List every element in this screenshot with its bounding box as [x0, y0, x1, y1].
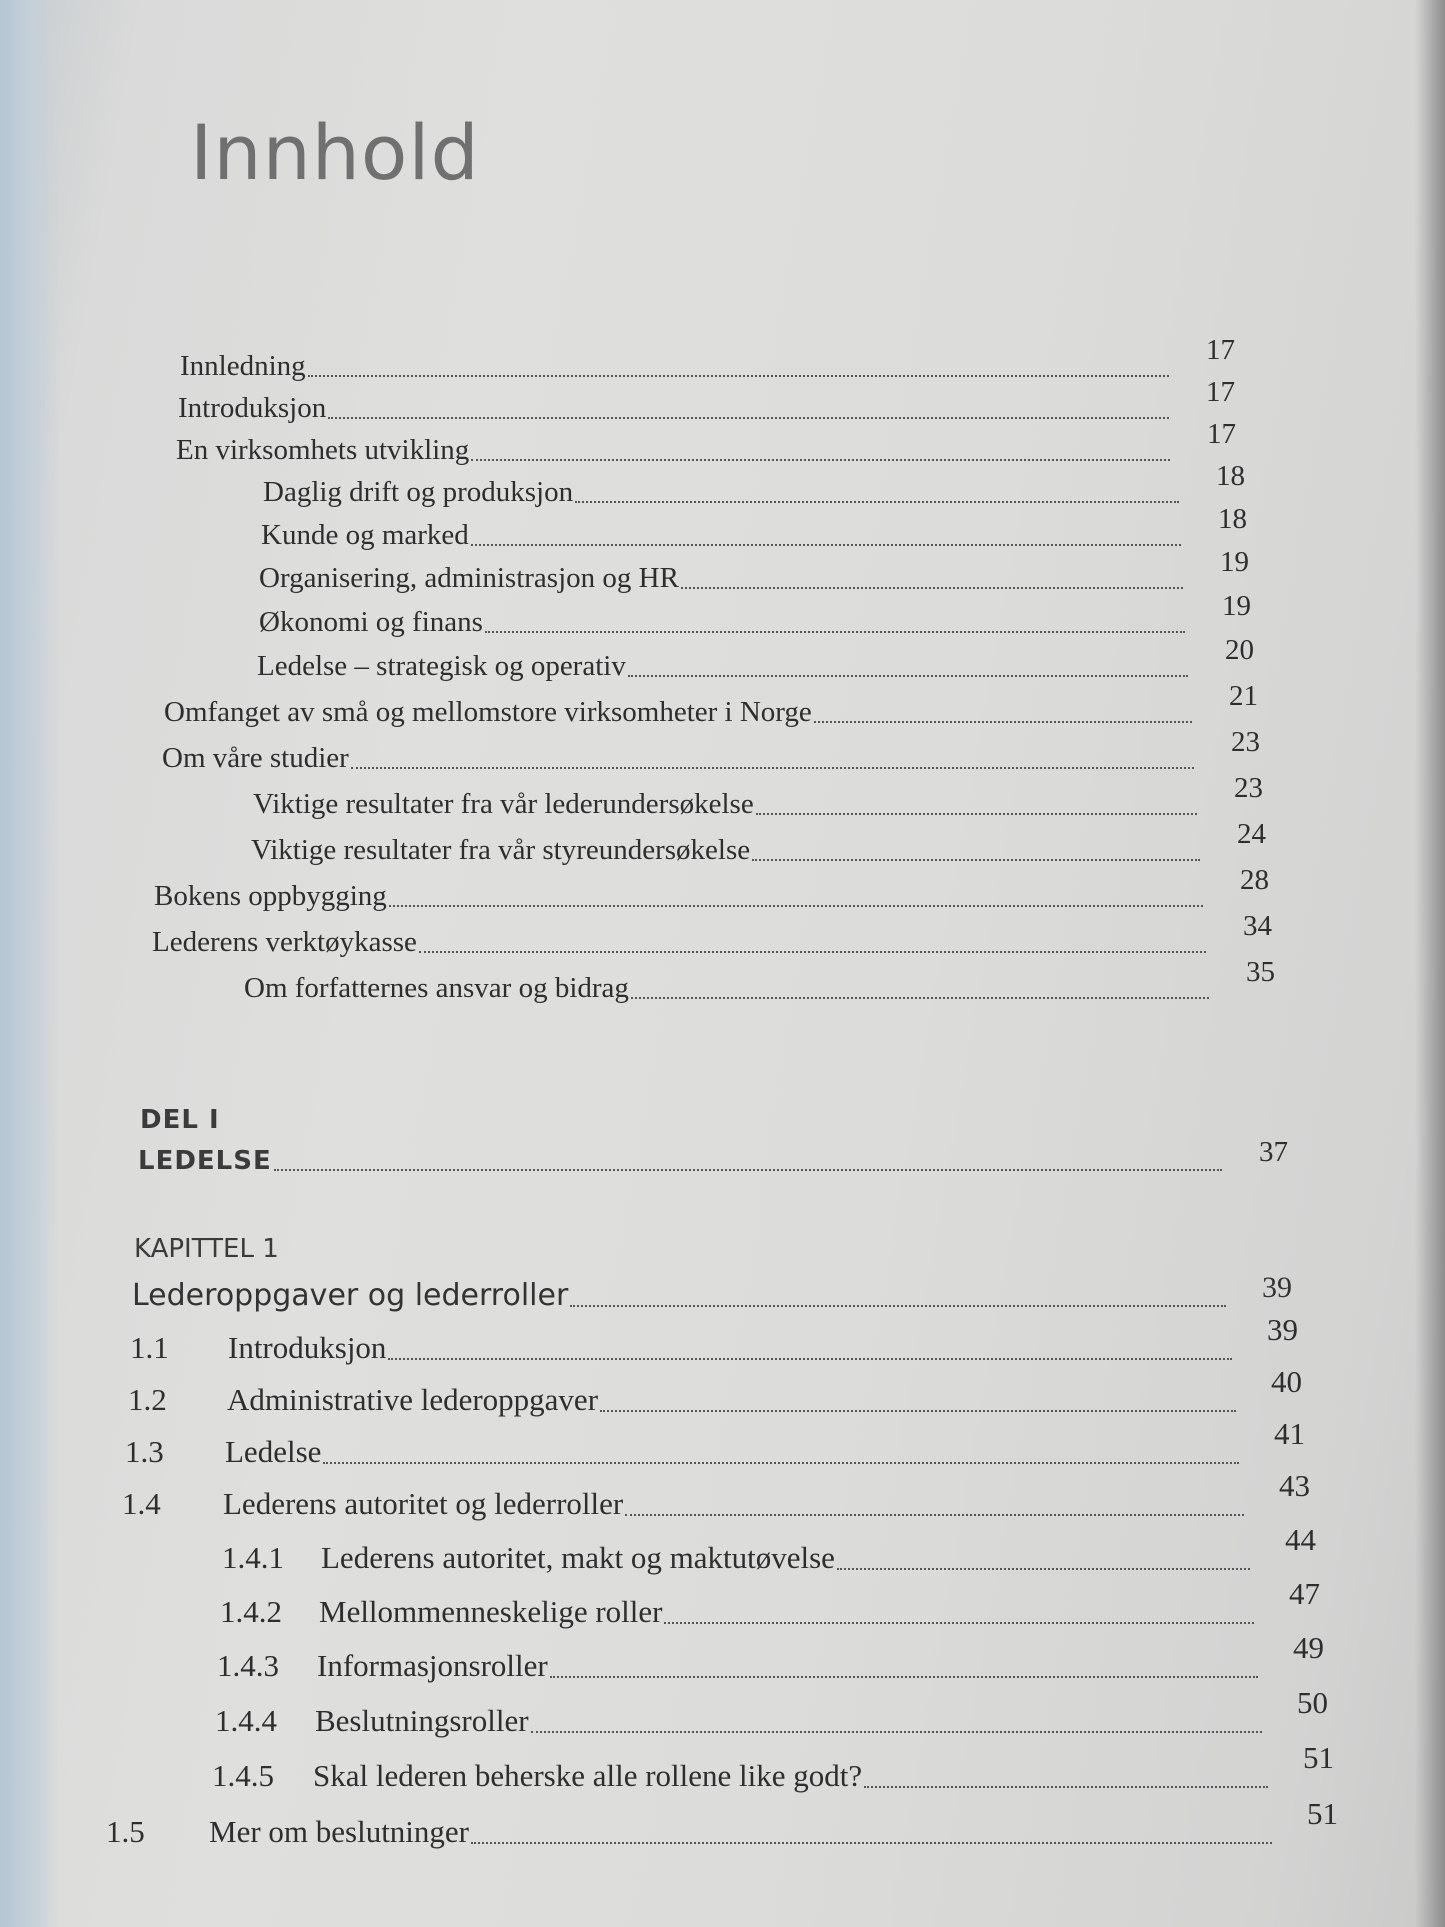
section-page: 41: [1274, 1416, 1305, 1451]
toc-section: [125, 1416, 1305, 1470]
dot-leader: [308, 375, 1169, 377]
section-page: 51: [1303, 1740, 1334, 1775]
dot-leader: [575, 501, 1179, 503]
toc-entry-title: Bokens oppbygging: [154, 880, 387, 912]
section-page: 43: [1279, 1468, 1310, 1503]
section-title: Beslutningsroller: [315, 1703, 529, 1738]
section-title: Mellommenneskelige roller: [319, 1594, 663, 1629]
toc-entry-title: Om våre studier: [162, 742, 349, 774]
section-number: 1.3: [125, 1434, 164, 1469]
toc-entry: [259, 546, 1249, 595]
dot-leader: [837, 1568, 1250, 1570]
toc-entry-title: Viktige resultater fra vår styreundersøkelse: [251, 834, 751, 866]
toc-entry-page: 28: [1240, 864, 1269, 896]
section-number: 1.5: [106, 1814, 145, 1849]
toc-entry-title: Lederens verktøykasse: [152, 926, 417, 958]
dot-leader: [531, 1731, 1262, 1733]
section-title: Lederens autoritet og lederroller: [223, 1486, 624, 1521]
toc-entry-page: 17: [1206, 376, 1235, 408]
toc-entry-page: 17: [1207, 418, 1236, 450]
toc-entry-page: 35: [1246, 956, 1275, 988]
section-number: 1.4.3: [217, 1648, 279, 1683]
chapter-page: 39: [1262, 1271, 1292, 1304]
dot-leader: [485, 631, 1185, 633]
toc-entry: [176, 418, 1236, 467]
section-number: 1.4.2: [220, 1594, 282, 1629]
toc-entry: [178, 376, 1235, 425]
dot-leader: [274, 1169, 1222, 1171]
dot-leader: [628, 675, 1188, 677]
toc-section: [128, 1364, 1302, 1418]
toc-entry-page: 24: [1237, 818, 1266, 850]
toc-entry: [263, 460, 1245, 509]
toc-entry: [261, 503, 1247, 552]
dot-leader: [681, 587, 1183, 589]
dot-leader: [570, 1305, 1226, 1307]
toc-entry: [152, 910, 1272, 959]
toc-entry: [253, 772, 1263, 821]
dot-leader: [323, 1462, 1239, 1464]
dot-leader: [471, 459, 1170, 461]
section-number: 1.4.4: [215, 1703, 277, 1738]
toc-section: [130, 1312, 1298, 1366]
toc-entry-page: 20: [1225, 634, 1254, 666]
toc-entry-title: Omfanget av små og mellomstore virksomheter i Norge: [164, 696, 812, 728]
dot-leader: [752, 859, 1200, 861]
dot-leader: [600, 1410, 1236, 1412]
toc-entry-title: Kunde og marked: [261, 519, 469, 551]
toc-entry-page: 19: [1220, 546, 1249, 578]
section-title: Ledelse: [225, 1434, 322, 1469]
part-page: 37: [1259, 1136, 1288, 1168]
section-page: 44: [1285, 1522, 1316, 1557]
section-number: 1.4.1: [222, 1540, 284, 1575]
toc-section: [217, 1630, 1324, 1684]
toc-entry-page: 23: [1231, 726, 1260, 758]
dot-leader: [471, 544, 1181, 546]
toc-section: [212, 1740, 1334, 1794]
toc-entry-title: Ledelse – strategisk og operativ: [257, 650, 626, 682]
section-title: Mer om beslutninger: [209, 1814, 470, 1849]
toc-entry-title: Introduksjon: [178, 392, 327, 424]
section-number: 1.2: [128, 1382, 167, 1417]
toc-entry: [164, 680, 1258, 729]
toc-entry-page: 18: [1216, 460, 1245, 492]
section-page: 51: [1307, 1796, 1338, 1831]
toc-entry-page: 18: [1218, 503, 1247, 535]
section-title: Informasjonsroller: [317, 1648, 548, 1683]
dot-leader: [864, 1786, 1268, 1788]
toc-section: [215, 1685, 1328, 1739]
section-title: Lederens autoritet, makt og maktutøvelse: [321, 1540, 835, 1575]
dot-leader: [625, 1514, 1244, 1516]
toc-entry-page: 17: [1206, 334, 1235, 366]
dot-leader: [814, 721, 1192, 723]
section-number: 1.4.5: [212, 1758, 274, 1793]
section-title: Administrative lederoppgaver: [227, 1382, 599, 1417]
dot-leader: [756, 813, 1197, 815]
toc-section: [222, 1522, 1316, 1576]
toc-entry-title: Økonomi og finans: [259, 606, 483, 638]
part-entry: [138, 1136, 1288, 1177]
section-page: 50: [1297, 1685, 1328, 1720]
chapter-title: Lederoppgaver og lederroller: [132, 1278, 569, 1313]
toc-section: [106, 1796, 1338, 1850]
toc-entry-page: 21: [1229, 680, 1258, 712]
part-title: LEDELSE: [138, 1146, 272, 1176]
toc-entry: [154, 864, 1269, 913]
toc-entry-page: 34: [1243, 910, 1272, 942]
section-number: 1.4: [122, 1486, 161, 1521]
section-page: 47: [1289, 1576, 1320, 1611]
toc-entry-title: Daglig drift og produksjon: [263, 476, 574, 508]
section-page: 49: [1293, 1630, 1324, 1665]
toc-entry: [162, 726, 1260, 775]
dot-leader: [664, 1622, 1254, 1624]
dot-leader: [388, 1358, 1232, 1360]
section-page: 40: [1271, 1364, 1302, 1399]
toc-entry: [257, 634, 1254, 683]
toc-entry-title: Innledning: [180, 350, 306, 382]
part-label: DEL I: [140, 1105, 220, 1135]
chapter-label: KAPITTEL 1: [134, 1234, 279, 1264]
section-title: Skal lederen beherske alle rollene like godt?: [313, 1758, 863, 1793]
toc-section: [220, 1576, 1320, 1630]
dot-leader: [471, 1842, 1272, 1844]
toc-entry-title: Viktige resultater fra vår lederundersøkelse: [253, 788, 754, 820]
toc-entry: [251, 818, 1266, 867]
section-title: Introduksjon: [228, 1330, 387, 1365]
toc-entry-page: 19: [1222, 590, 1251, 622]
dot-leader: [419, 951, 1206, 953]
dot-leader: [328, 417, 1169, 419]
section-number: 1.1: [130, 1330, 169, 1365]
toc-entry-title: Om forfatternes ansvar og bidrag: [244, 972, 629, 1004]
toc-entry: [180, 334, 1235, 383]
section-page: 39: [1267, 1312, 1298, 1347]
dot-leader: [550, 1676, 1258, 1678]
toc-entry-page: 23: [1234, 772, 1263, 804]
toc-entry-title: En virksomhets utvikling: [176, 434, 470, 466]
toc-section: [122, 1468, 1310, 1522]
toc-entry: [259, 590, 1251, 639]
page-title: Innhold: [190, 108, 480, 197]
toc-entry: [244, 956, 1275, 1005]
toc-entry-title: Organisering, administrasjon og HR: [259, 562, 679, 594]
dot-leader: [389, 905, 1203, 907]
dot-leader: [631, 997, 1209, 999]
chapter-entry: [132, 1271, 1292, 1313]
dot-leader: [351, 767, 1194, 769]
